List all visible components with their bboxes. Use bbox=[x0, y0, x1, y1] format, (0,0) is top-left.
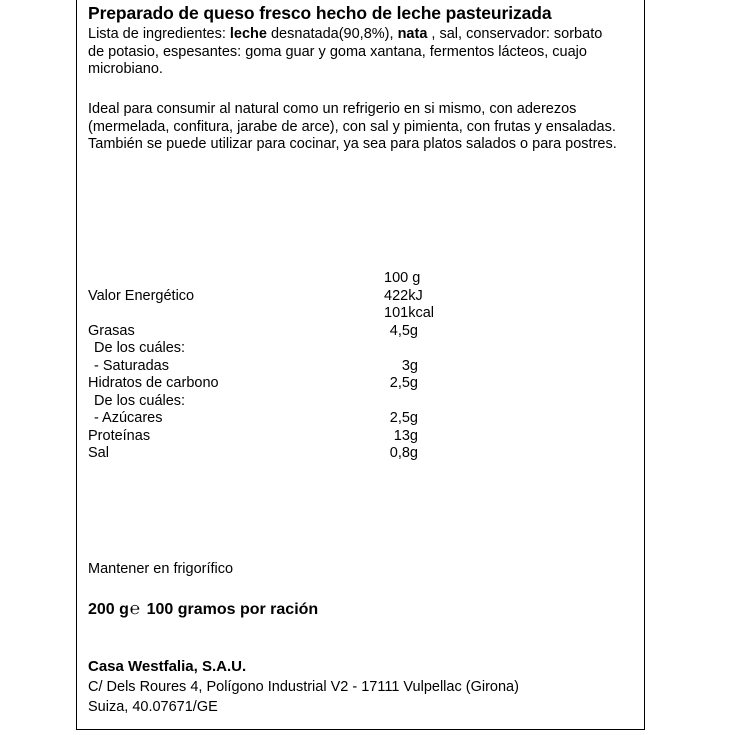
nutrition-row-label: Grasas bbox=[88, 322, 135, 339]
net-weight: 200 g bbox=[88, 601, 129, 618]
energy-kj-value: 422kJ bbox=[384, 287, 423, 304]
net-weight-line bbox=[88, 600, 318, 618]
storage-instructions: Mantener en frigorífico bbox=[88, 561, 234, 577]
nutrition-row-fat-subheader bbox=[88, 340, 448, 358]
nutrition-row-protein bbox=[88, 428, 448, 446]
nutrition-row-salt bbox=[88, 445, 448, 463]
manufacturer-name: Casa Westfalia, S.A.U. bbox=[88, 658, 247, 675]
ingredients-line-3: microbiano. bbox=[88, 61, 163, 77]
nutrition-row-carbs-subheader bbox=[88, 393, 448, 411]
nutrition-row-value: 0,8g bbox=[389, 445, 418, 461]
nutrition-energy-row bbox=[88, 288, 448, 306]
ingredients-line-1 bbox=[88, 26, 602, 44]
nutrition-row-label: De los cuáles: bbox=[94, 392, 186, 409]
nutrition-row-label: Hidratos de carbono bbox=[88, 375, 219, 391]
nutrition-row-value: 3g bbox=[401, 357, 418, 374]
nutrition-row-value: 4,5g bbox=[389, 322, 418, 339]
usage-line-1: Ideal para consumir al natural como un refrigerio en si mismo, con aderezos bbox=[88, 101, 577, 117]
nutrition-row-saturates bbox=[88, 358, 448, 376]
nutrition-table bbox=[88, 270, 448, 463]
nutrition-row-label: Proteínas bbox=[88, 427, 151, 444]
ingredients-line-1-rest: , sal, conservador: sorbato bbox=[427, 26, 603, 42]
ingredients-line-2: de potasio, espesantes: goma guar y goma xantana, fermentos lácteos, cuajo bbox=[88, 43, 587, 60]
portion-size: 100 gramos por ración bbox=[142, 601, 319, 618]
ingredient-nata: nata bbox=[397, 26, 428, 42]
energy-kcal-value: 101kcal bbox=[384, 305, 434, 321]
usage-description bbox=[88, 101, 617, 154]
nutrition-column-header: 100 g bbox=[384, 270, 421, 286]
nutrition-row-value: 13g bbox=[393, 427, 418, 444]
nutrition-header-row bbox=[88, 270, 448, 288]
sanitary-registry: Suiza, 40.07671/GE bbox=[88, 699, 218, 715]
nutrition-row-carbohydrates bbox=[88, 375, 448, 393]
estimated-sign-icon: ℮ bbox=[129, 599, 141, 618]
nutrition-row-fat bbox=[88, 323, 448, 341]
nutrition-row-value: 2,5g bbox=[389, 375, 418, 391]
nutrition-row-label: - Azúcares bbox=[94, 410, 163, 426]
nutrition-row-label: - Saturadas bbox=[94, 357, 169, 374]
usage-line-3: También se puede utilizar para cocinar, ya sea para platos salados o para postres. bbox=[88, 136, 617, 152]
nutrition-energy-kcal-row bbox=[88, 305, 448, 323]
ingredients-prefix: Lista de ingredientes: bbox=[88, 26, 230, 42]
ingredient-leche-detail: desnatada(90,8%), bbox=[266, 26, 398, 42]
nutrition-row-label: Sal bbox=[88, 445, 109, 461]
energy-label: Valor Energético bbox=[88, 287, 195, 304]
usage-line-2: (mermelada, confitura, jarabe de arce), con sal y pimienta, con frutas y ensaladas. bbox=[88, 118, 616, 135]
product-title: Preparado de queso fresco hecho de leche pasteurizada bbox=[88, 3, 552, 23]
manufacturer-address: C/ Dels Roures 4, Polígono Industrial V2 - 17111 Vulpellac (Girona) bbox=[88, 679, 519, 695]
nutrition-row-sugars bbox=[88, 410, 448, 428]
nutrition-row-value: 2,5g bbox=[389, 410, 418, 426]
nutrition-row-label: De los cuáles: bbox=[94, 340, 186, 356]
ingredients-list bbox=[88, 26, 602, 79]
ingredient-leche: leche bbox=[229, 26, 267, 42]
